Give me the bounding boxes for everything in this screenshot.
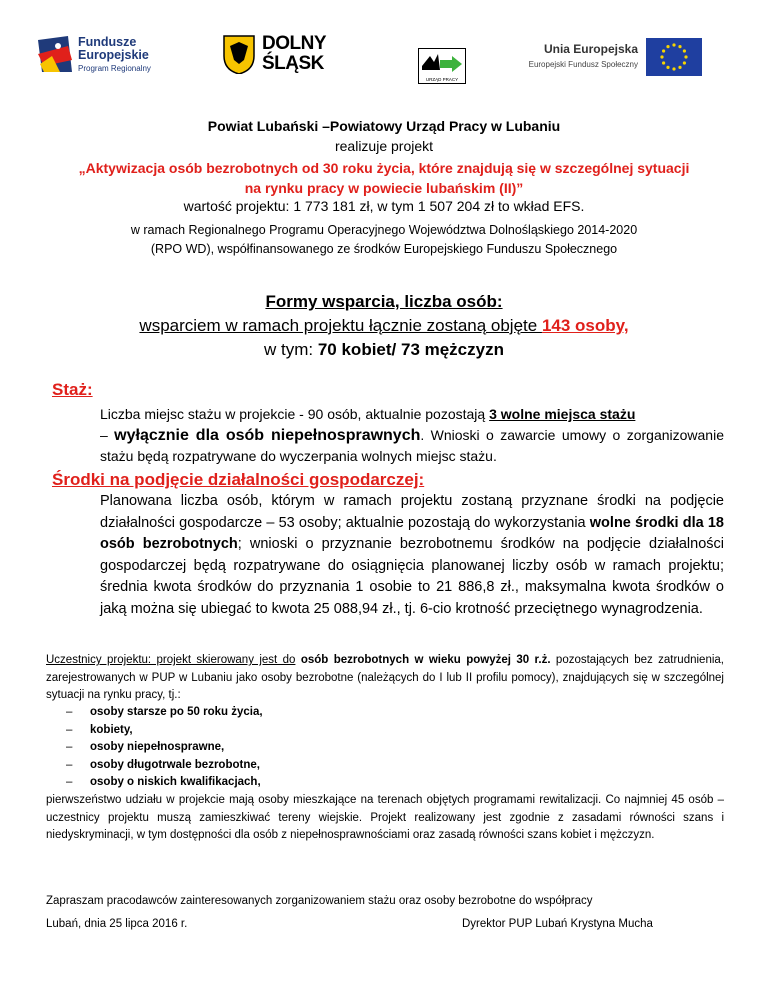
place-date: Lubań, dnia 25 lipca 2016 r. bbox=[46, 918, 188, 930]
staz-paragraph bbox=[100, 404, 724, 467]
project-value: wartość projektu: 1 773 181 zł, w tym 1 507 204 zł to wkład EFS. bbox=[183, 198, 585, 214]
forms-total bbox=[0, 316, 768, 336]
project-title-line1: „Aktywizacja osób bezrobotnych od 30 roku życia, które znajdują się w szczególnej sytuacji bbox=[78, 160, 690, 176]
srodki-paragraph bbox=[100, 491, 724, 620]
urzad-pracy-logo bbox=[418, 48, 466, 84]
ue-title: Unia Europejska bbox=[543, 42, 638, 56]
srodki-heading: Środki na podjęcie działalności gospodarczej: bbox=[52, 470, 425, 489]
up-label: URZĄD PRACY bbox=[425, 77, 459, 82]
fundusze-europejskie-flag-icon bbox=[38, 36, 72, 72]
staz-free-places: 3 wolne miejsca stażu bbox=[489, 406, 636, 422]
ds-line1: DOLNY bbox=[262, 33, 326, 54]
logo-bar bbox=[0, 22, 768, 90]
rpo-info bbox=[0, 221, 768, 259]
list-item: – osoby starsze po 50 roku życia, bbox=[46, 704, 263, 722]
fundusze-europejskie-logo bbox=[30, 30, 180, 82]
realizes-line: realizuje projekt bbox=[334, 138, 434, 154]
project-title bbox=[0, 158, 768, 198]
forms-split-count: 70 kobiet/ 73 mężczyzn bbox=[317, 340, 504, 359]
participants-paragraph bbox=[46, 652, 724, 705]
participants-list bbox=[46, 704, 263, 792]
dolny-slask-logo bbox=[222, 32, 352, 84]
unia-europejska-logo bbox=[520, 38, 720, 86]
eagle-crest-icon bbox=[222, 34, 256, 74]
participants-rest: pozostających bez zatrudnienia, zarejestrowanych w PUP w Lubaniu jako osoby bezrobotne (należących do I lub II profilu pomocy), znajdujących się w szczególnej sytuacji na rynku pracy, tj.: bbox=[46, 654, 724, 702]
forms-total-count: 143 osoby, bbox=[541, 316, 629, 335]
staz-disabled-only: wyłącznie dla osób niepełnosprawnych bbox=[114, 427, 421, 444]
list-item: – osoby niepełnosprawne, bbox=[46, 739, 263, 757]
srodki-free-funds: wolne środki dla 18 osób bezrobotnych bbox=[100, 514, 724, 552]
rpo-line1: w ramach Regionalnego Programu Operacyjnego Województwa Dolnośląskiego 2014-2020 bbox=[130, 223, 638, 237]
participants-lead: Uczestnicy projektu: projekt skierowany jest do bbox=[46, 654, 296, 666]
ds-line2: ŚLĄSK bbox=[262, 53, 324, 74]
staz-text2: . Wnioski o zawarcie umowy o zorganizowanie stażu będą rozpatrywane do wyczerpania wolnych miejsc stażu. bbox=[100, 427, 724, 464]
ue-subtitle: Europejski Fundusz Społeczny bbox=[528, 60, 638, 69]
forms-split-text: w tym: bbox=[264, 340, 318, 359]
project-title-line2: na rynku pracy w powiecie lubańskim (II)” bbox=[244, 180, 524, 196]
participants-age: osób bezrobotnych w wieku powyżej 30 r.ż. bbox=[295, 654, 551, 666]
list-item: – osoby długotrwale bezrobotne, bbox=[46, 757, 263, 775]
fe-line1: Fundusze bbox=[78, 35, 137, 49]
priority-paragraph: pierwszeństwo udziału w projekcie mają osoby mieszkające na terenach objętych programami rewitalizacji. Co najmniej 45 osób – uczestnicy projektu muszą zamieszkiwać tereny wiejskie. Projekt realizowany jest zgodnie z zasadami równości szans i niedyskryminacji, w tym dostępności dla osób z niepełnosprawnościami oraz zasadą równości szans kobiet i mężczyzn. bbox=[46, 794, 724, 842]
list-item: – osoby o niskich kwalifikacjach, bbox=[46, 774, 263, 792]
staz-heading: Staż: bbox=[52, 380, 93, 399]
srodki-text2: ; wnioski o przyznanie bezrobotnemu środków na podjęcie działalności gospodarczej będą rozpatrywane do osiągnięcia planowanej liczby osób w ramach projektu; średnia kwota środków do przyznania 1 osobie to 21 886,8 zł., maksymalna kwota środków o jaką można się ubiegać to kwota 25 088,94 zł., tj. 6-cio krotność przeciętnego wynagrodzenia. bbox=[100, 536, 724, 617]
director-signature: Dyrektor PUP Lubań Krystyna Mucha bbox=[462, 918, 653, 930]
urzad-pracy-arrow-icon bbox=[418, 48, 466, 84]
organizer-line: Powiat Lubański –Powiatowy Urząd Pracy w Lubaniu bbox=[207, 118, 561, 134]
fe-line2: Europejskie bbox=[78, 48, 149, 62]
rpo-line2: (RPO WD), współfinansowanego ze środków Europejskiego Funduszu Społecznego bbox=[150, 242, 618, 256]
staz-text1: Liczba miejsc stażu w projekcie - 90 osób, aktualnie pozostają bbox=[100, 406, 490, 422]
list-item: – kobiety, bbox=[46, 722, 263, 740]
invitation-text: Zapraszam pracodawców zainteresowanych zorganizowaniem stażu oraz osoby bezrobotne do współpracy bbox=[46, 895, 593, 907]
forms-split bbox=[0, 340, 768, 360]
srodki-text1: Planowana liczba osób, którym w ramach projektu zostaną przyznane środki na podjęcie działalności gospodarcze – 53 osoby; aktualnie pozostają do wykorzystania bbox=[100, 493, 724, 531]
staz-dash: – bbox=[100, 427, 115, 443]
forms-total-text: wsparciem w ramach projektu łącznie zostaną objęte bbox=[139, 316, 542, 335]
forms-heading: Formy wsparcia, liczba osób: bbox=[265, 292, 503, 311]
eu-flag-icon bbox=[646, 38, 702, 76]
fe-line3: Program Regionalny bbox=[78, 64, 151, 73]
